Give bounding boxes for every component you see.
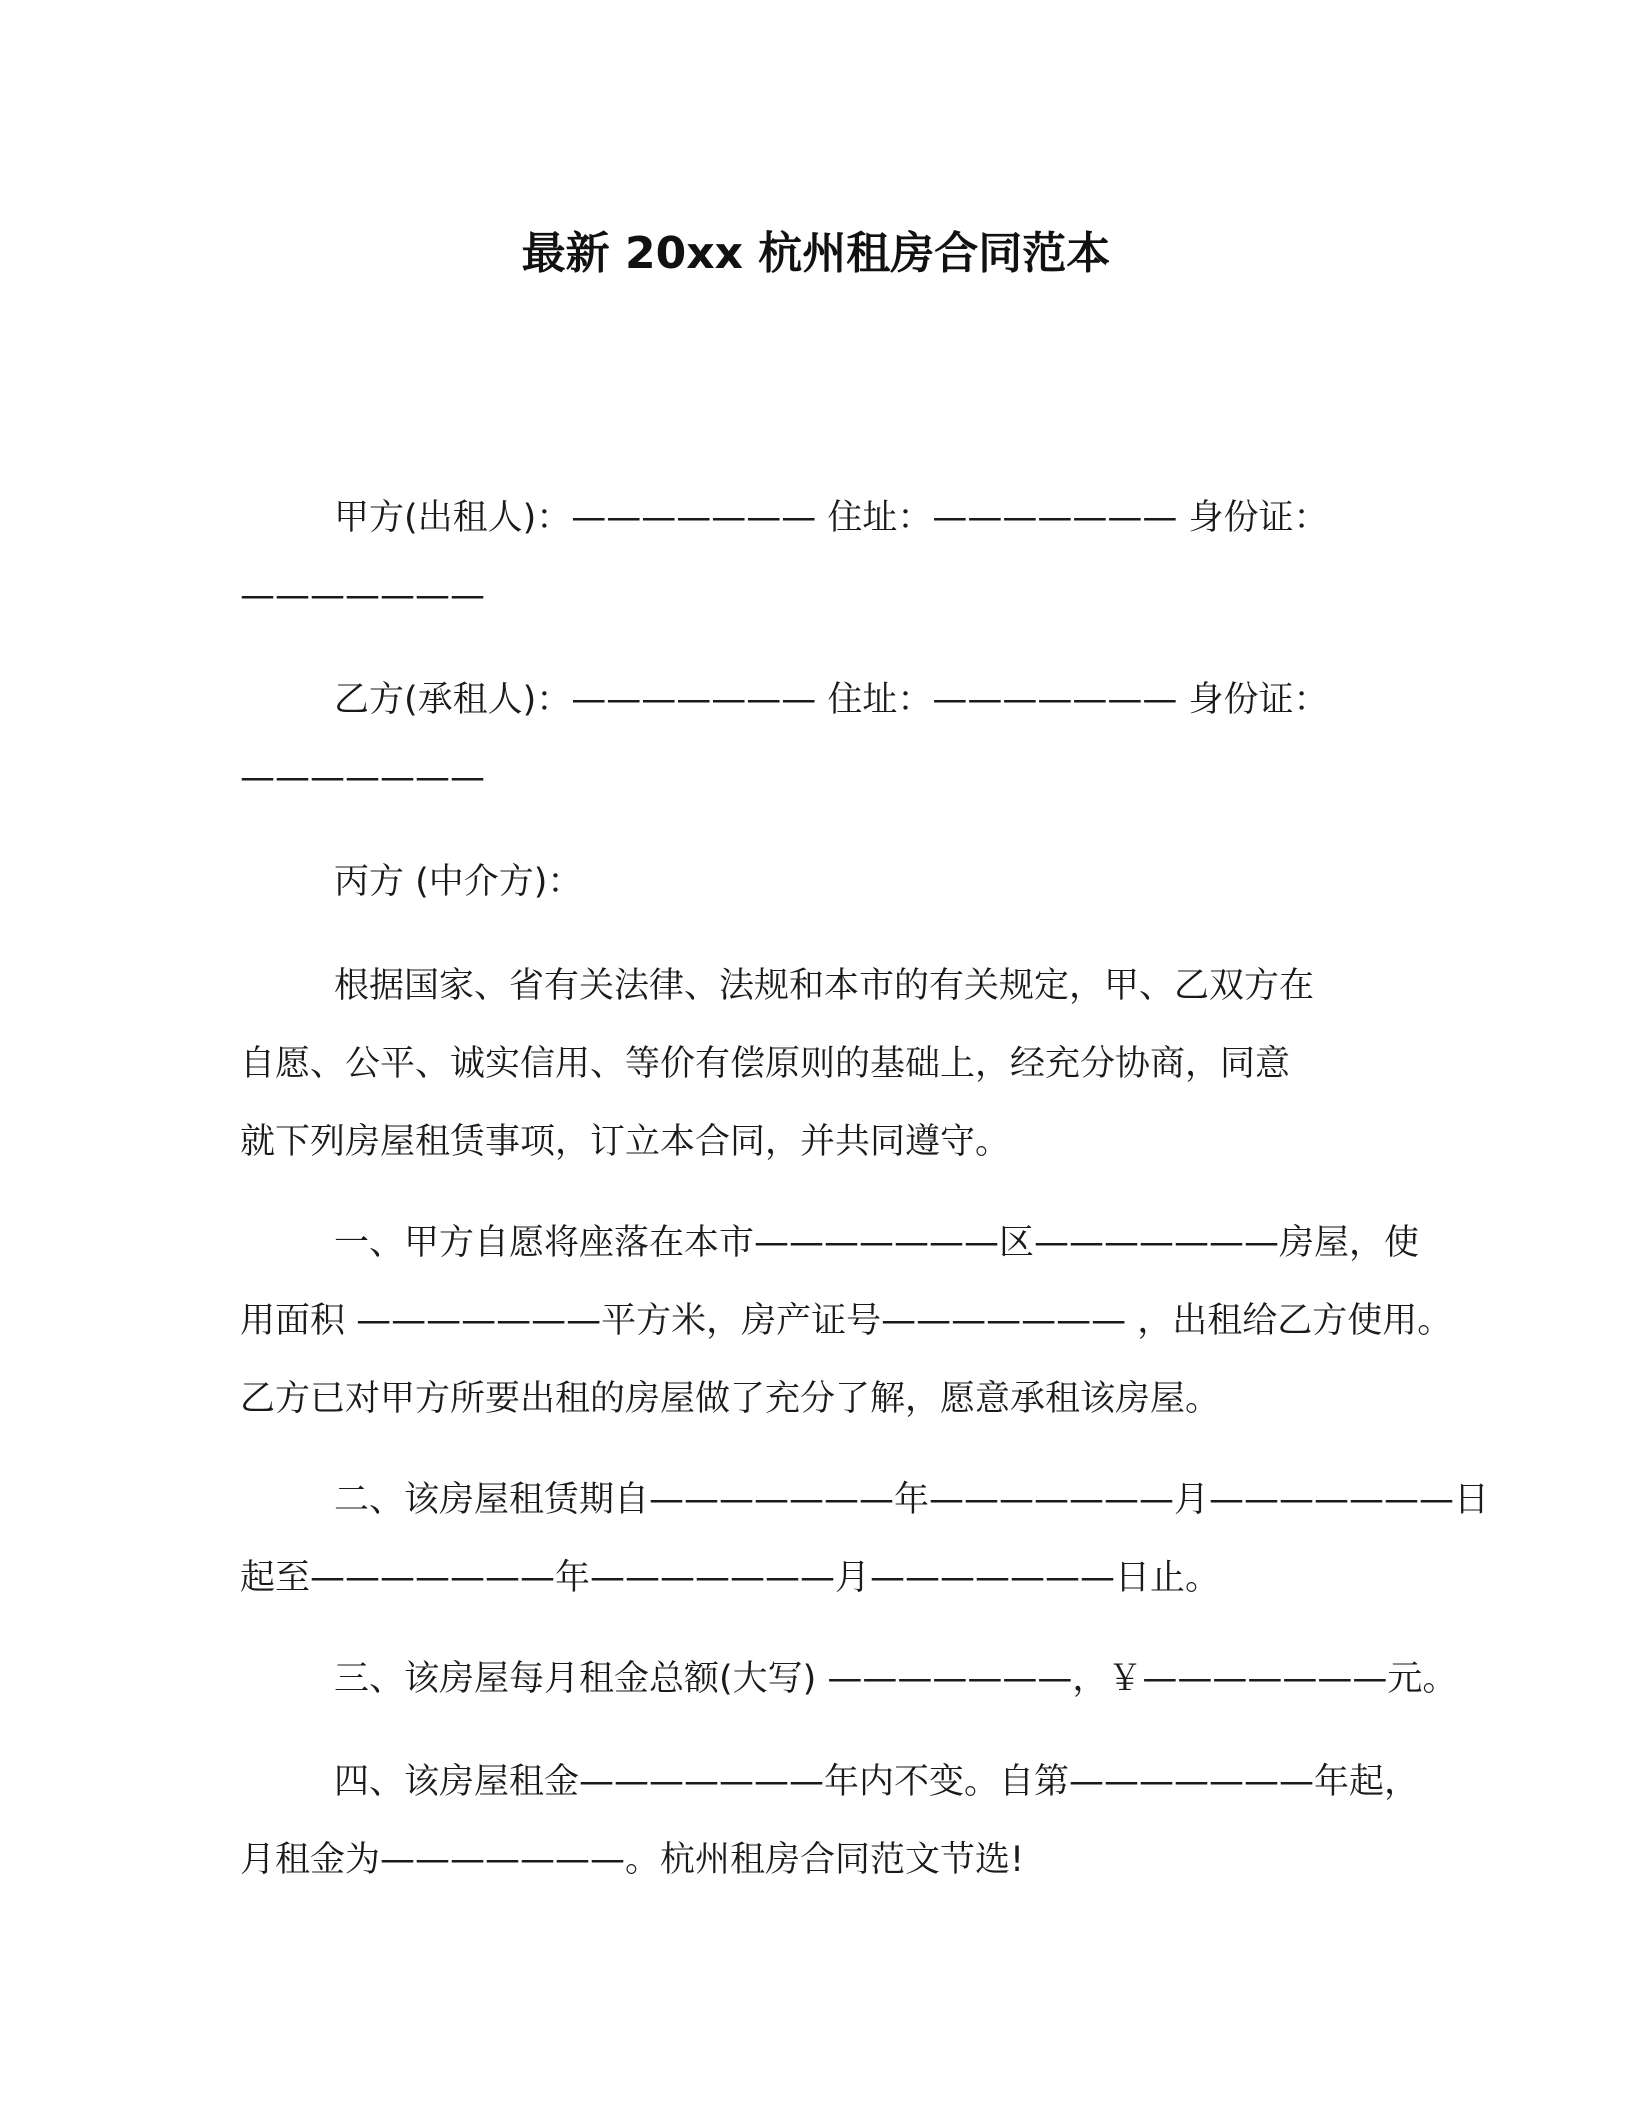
preamble-line-1: 根据国家、省有关法律、法规和本市的有关规定，甲、乙双方在 [334, 966, 1315, 1006]
party-a-line-2: ——————— [240, 576, 485, 616]
clause-3-paragraph [240, 1640, 1458, 1718]
clause-4-line-2: 月租金为———————。杭州租房合同范文节选! [240, 1840, 1025, 1880]
clause-1-line-1: 一、甲方自愿将座落在本市———————区———————房屋，使 [334, 1223, 1420, 1263]
preamble-line-3: 就下列房屋租赁事项，订立本合同，并共同遵守。 [240, 1122, 1011, 1162]
clause-4-paragraph [240, 1743, 1420, 1899]
party-a-paragraph [240, 479, 1380, 635]
preamble-paragraph [240, 947, 1380, 1181]
party-b-line-2: ——————— [240, 758, 485, 798]
clause-4-line-1: 四、该房屋租金———————年内不变。自第———————年起， [334, 1762, 1420, 1802]
party-a-line-1: 甲方(出租人)：——————— 住址：——————— 身份证： [334, 498, 1329, 538]
preamble-line-2: 自愿、公平、诚实信用、等价有偿原则的基础上，经充分协商，同意 [240, 1044, 1291, 1084]
party-c-line-1: 丙方 (中介方)： [334, 862, 583, 902]
clause-2-line-1: 二、该房屋租赁期自———————年———————月———————日 [334, 1480, 1490, 1520]
clause-2-paragraph [240, 1461, 1490, 1617]
clause-2-line-2: 起至———————年———————月———————日止。 [240, 1558, 1221, 1598]
clause-1-paragraph [240, 1204, 1453, 1438]
clause-1-line-2: 用面积 ———————平方米，房产证号——————— ，出租给乙方使用。 [240, 1301, 1453, 1341]
party-b-paragraph [240, 661, 1380, 817]
party-b-line-1: 乙方(承租人)：——————— 住址：——————— 身份证： [334, 680, 1329, 720]
clause-3-line-1: 三、该房屋每月租金总额(大写) ———————，￥———————元。 [334, 1659, 1458, 1699]
clause-1-line-3: 乙方已对甲方所要出租的房屋做了充分了解，愿意承租该房屋。 [240, 1379, 1221, 1419]
party-c-paragraph [240, 843, 1380, 921]
document-title: 最新 20xx 杭州租房合同范本 [521, 228, 1111, 279]
